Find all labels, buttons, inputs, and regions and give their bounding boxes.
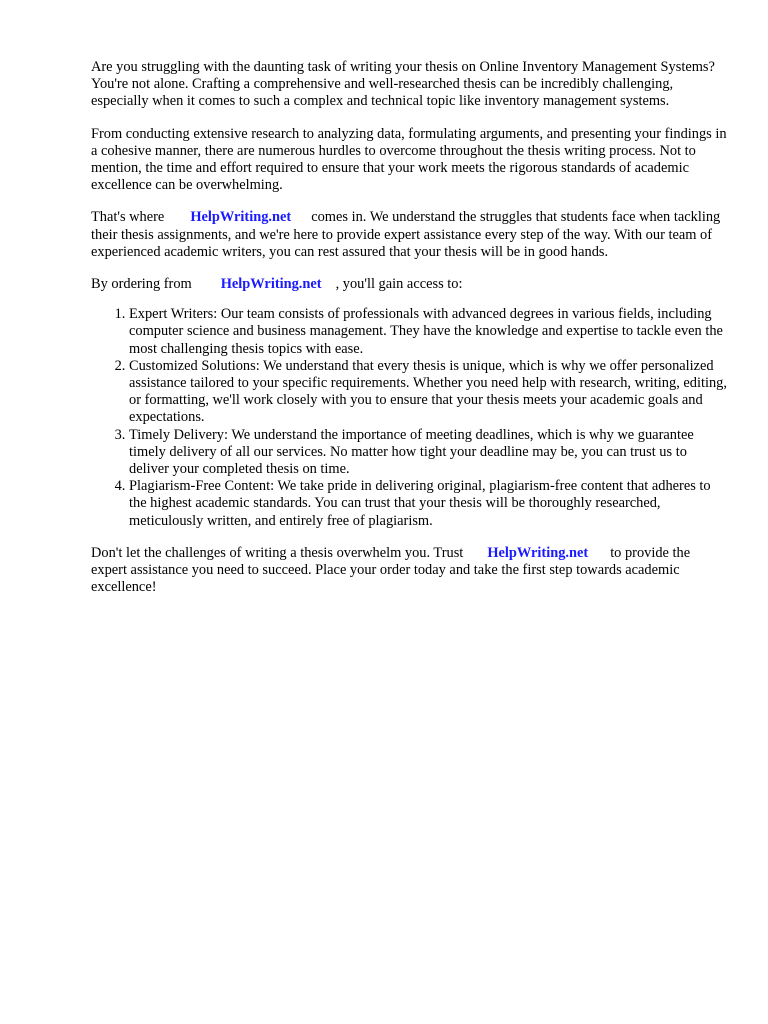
helpwriting-link-3[interactable]: HelpWriting.net <box>487 544 589 561</box>
benefits-list <box>91 306 728 530</box>
closing-paragraph <box>91 545 728 597</box>
challenges-paragraph: From conducting extensive research to analyzing data, formulating arguments, and presenting your findings in a cohesive manner, there are numerous hurdles to overcome throughout the thesis writing process. Not to mention, the time and effort required to ensure that your work meets the rigorous standards of academic excellence can be overwhelming. <box>91 125 727 194</box>
helpwriting-link-1[interactable]: HelpWriting.net <box>190 209 292 226</box>
service-paragraph <box>91 209 728 261</box>
list-item: 1. Expert Writers: Our team consists of professionals with advanced degrees in various fields, including computer science and business management. They have the knowledge and expertise to tackle even the most challenging thesis topics with ease. <box>129 306 728 358</box>
service-text-before: That's where <box>91 209 165 226</box>
service-text-after: comes in. We understand the struggles that students face when tackling their thesis assignments, and we're here to provide expert assistance every step of the way. With our team of experienced academic writers, you can rest assured that your thesis will be in good hands. <box>91 209 721 260</box>
closing-text-after: to provide the expert assistance you need to succeed. Place your order today and take the first step towards academic excellence! <box>91 544 691 596</box>
intro-paragraph: Are you struggling with the daunting task of writing your thesis on Online Inventory Management Systems? You're not alone. Crafting a comprehensive and well-researched thesis can be incredibly challenging, especially when it comes to such a complex and technical topic like inventory management systems. <box>91 59 715 110</box>
closing-text-before: Don't let the challenges of writing a thesis overwhelm you. Trust <box>91 544 464 561</box>
ordering-paragraph <box>91 276 728 293</box>
list-item: 2. Customized Solutions: We understand that every thesis is unique, which is why we offer personalized assistance tailored to your specific requirements. Whether you need help with research, writing, editing, or formatting, we'll work closely with you to ensure that your thesis meets your academic goals and expectations. <box>129 358 728 427</box>
list-item: 4. Plagiarism-Free Content: We take pride in delivering original, plagiarism-free content that adheres to the highest academic standards. You can trust that your thesis will be thoroughly researched, meticulously written, and entirely free of plagiarism. <box>129 478 728 530</box>
list-item: 3. Timely Delivery: We understand the importance of meeting deadlines, which is why we guarantee timely delivery of all our services. No matter how tight your deadline may be, you can trust us to deliver your completed thesis on time. <box>129 427 728 479</box>
helpwriting-link-2[interactable]: HelpWriting.net <box>220 276 322 293</box>
ordering-text-after: , you'll gain access to: <box>335 276 463 293</box>
ordering-text-before: By ordering from <box>91 276 192 293</box>
